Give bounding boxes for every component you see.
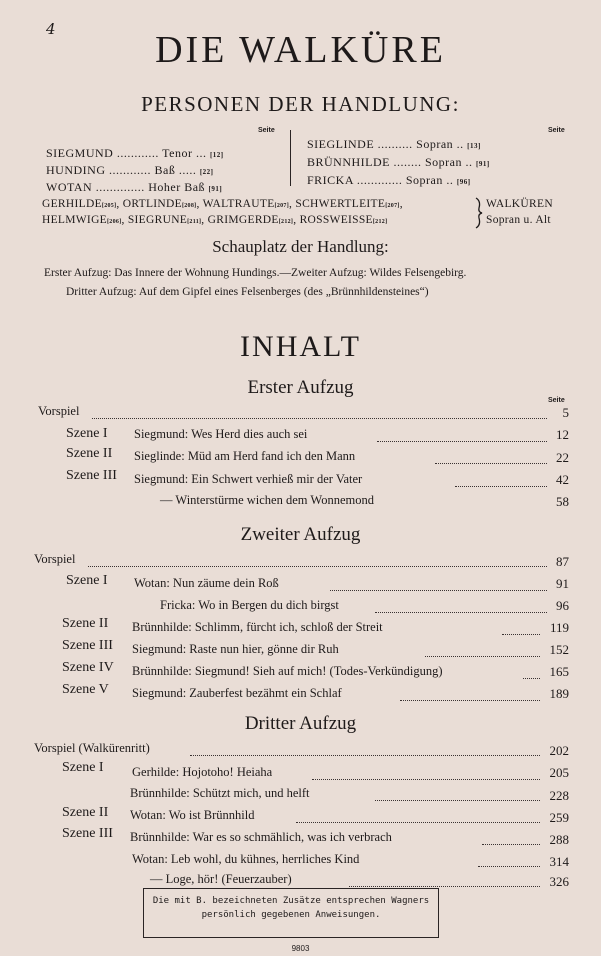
walkuere-name: WALTRAUTE (202, 198, 275, 210)
toc-leader (88, 566, 547, 567)
contents-heading: INHALT (240, 330, 361, 363)
toc-entry-page: 202 (549, 743, 569, 758)
toc-entry-text: Sieglinde: Müd am Herd fand ich den Mann (134, 449, 356, 463)
cast-dots: .......... (374, 137, 417, 151)
toc-leader (482, 844, 540, 845)
toc-leader (425, 656, 540, 657)
toc-leader (502, 634, 540, 635)
opera-title: DIE WALKÜRE (155, 29, 446, 71)
cast-dots: ........ (390, 155, 425, 169)
toc-entry-page: 152 (549, 642, 569, 657)
toc-entry-text: Brünnhilde: Schützt mich, und helft (130, 786, 310, 800)
cast-divider (290, 130, 291, 186)
toc-entry-page: 87 (556, 554, 569, 569)
walkueren-line-1: GERHILDE[205], ORTLINDE[208], WALTRAUTE[207], SCHWERTLEITE[207], (42, 198, 403, 210)
walkuere-name: ROSSWEISSE (299, 214, 373, 226)
walkuere-ref: [205] (101, 203, 117, 209)
cast-ref: [91] (476, 160, 490, 168)
toc-entry-page: 119 (549, 620, 569, 635)
toc-entry-text: Fricka: Wo in Bergen du dich birgst (160, 598, 339, 612)
cast-row-sieglinde (307, 137, 481, 152)
toc-leader (455, 486, 547, 487)
cast-name: HUNDING (46, 163, 106, 177)
toc-leader (375, 800, 540, 801)
toc-entry-page: 91 (556, 576, 569, 591)
toc-leader (375, 612, 547, 613)
walkuere-ref: [211] (187, 219, 202, 225)
toc-entry-page: 326 (549, 874, 569, 889)
cast-name: BRÜNNHILDE (307, 155, 390, 169)
toc-leader (312, 779, 540, 780)
toc-entry-page: 288 (549, 832, 569, 847)
toc-entry-text: Siegmund: Raste nun hier, gönne dir Ruh (132, 642, 339, 656)
toc-entry-page: 314 (549, 854, 569, 869)
cast-name: SIEGMUND (46, 146, 114, 160)
cast-voice: Hoher Baß (148, 180, 209, 194)
walkuere-ref: [206] (107, 219, 122, 225)
toc-leader (190, 755, 540, 756)
schauplatz-heading: Schauplatz der Handlung: (212, 237, 389, 256)
walkuere-ref: [212] (372, 219, 388, 225)
toc-leader (435, 463, 547, 464)
toc-entry-text: Gerhilde: Hojotoho! Heiaha (132, 765, 273, 779)
walkuere-name: ORTLINDE (122, 198, 182, 210)
toc-entry-page: 22 (556, 450, 569, 465)
cast-ref: [12] (209, 151, 224, 159)
toc-entry-text: Wotan: Wo ist Brünnhild (130, 808, 255, 822)
toc-leader (92, 418, 547, 419)
toc-entry-text: Wotan: Leb wohl, du kühnes, herrliches Kind (132, 852, 360, 866)
cast-dots: .............. (92, 180, 149, 194)
toc-entry-szene: Szene I (66, 573, 108, 588)
schauplatz-line-2: Dritter Aufzug: Auf dem Gipfel eines Felsenberges (des „Brünnhildensteines“) (66, 286, 429, 298)
cast-voice: Tenor ... (162, 146, 210, 160)
page-number: 4 (46, 20, 56, 38)
toc-leader (349, 886, 540, 887)
cast-row-bruennhilde (307, 155, 490, 170)
cast-voice: Sopran .. (425, 155, 476, 169)
toc-entry-page: 12 (556, 427, 569, 442)
seite-label-right: Seite (548, 127, 565, 134)
toc-entry-page: 96 (556, 598, 569, 613)
toc-entry-text: Siegmund: Ein Schwert verhieß mir der Vater (134, 472, 363, 486)
cast-row-wotan (46, 180, 222, 195)
cast-row-siegmund (46, 146, 224, 161)
walkuere-name: SIEGRUNE (127, 214, 188, 226)
walkuere-name: HELMWIGE (42, 214, 107, 226)
toc-leader (330, 590, 547, 591)
toc-entry-text: Brünnhilde: War es so schmählich, was ich verbrach (130, 830, 392, 844)
note-line-2: persönlich gegebenen Anweisungen. (201, 910, 381, 920)
cast-dots: ............ (105, 163, 155, 177)
walkuere-name: GERHILDE (42, 198, 102, 210)
toc-entry-text: Siegmund: Zauberfest bezähmt ein Schlaf (132, 686, 342, 700)
schauplatz-line-1: Erster Aufzug: Das Innere der Wohnung Hundings.—Zweiter Aufzug: Wildes Felsengebirg. (44, 267, 467, 279)
toc-entry-page: 228 (549, 788, 569, 803)
cast-voice: Sopran .. (416, 137, 468, 151)
seite-label-toc: Seite (548, 397, 565, 404)
note-line-1: Die mit B. bezeichneten Zusätze entsprechen Wagners (152, 896, 430, 906)
toc-entry-page: 5 (562, 405, 569, 420)
toc-entry-szene: Szene II (62, 805, 109, 820)
toc-entry-szene: Szene II (62, 616, 109, 631)
cast-name: SIEGLINDE (307, 137, 375, 151)
toc-entry-text: Vorspiel (Walkürenritt) (34, 741, 150, 755)
cast-dots: ............ (113, 146, 163, 160)
cast-row-hunding (46, 163, 214, 178)
walkueren-group-label: WALKÜREN (486, 198, 553, 210)
toc-entry-page: 205 (549, 765, 569, 780)
walkuere-name: SCHWERTLEITE (295, 198, 386, 210)
toc-entry-szene: Szene IV (62, 660, 114, 675)
toc-leader (296, 822, 540, 823)
toc-leader (377, 441, 547, 442)
cast-row-fricka (307, 173, 471, 188)
toc-leader (523, 678, 540, 679)
walkuere-name: GRIMGERDE (207, 214, 279, 226)
footer-code: 9803 (291, 944, 310, 953)
toc-entry-szene: Szene V (62, 682, 109, 697)
cast-heading: PERSONEN DER HANDLUNG: (141, 92, 460, 116)
walkuere-ref: [212] (278, 219, 294, 225)
walkuere-ref: [207] (385, 203, 400, 209)
cast-dots: ............. (353, 173, 406, 187)
toc-entry-page: 259 (549, 810, 569, 825)
act-2-title: Zweiter Aufzug (240, 524, 361, 545)
cast-ref: [96] (456, 178, 471, 186)
toc-entry-text: Brünnhilde: Schlimm, fürcht ich, schloß der Streit (132, 620, 383, 634)
toc-entry-text: Vorspiel (38, 404, 80, 418)
toc-entry-szene: Szene III (62, 826, 113, 841)
toc-entry-text: Vorspiel (34, 552, 76, 566)
toc-entry-page: 58 (556, 494, 569, 509)
toc-entry-page: 165 (549, 664, 569, 679)
act-3-title: Dritter Aufzug (244, 713, 357, 734)
walkuere-ref: [208] (181, 203, 197, 209)
cast-voice: Sopran .. (405, 173, 457, 187)
toc-entry-page: 189 (549, 686, 569, 701)
toc-entry-szene: Szene III (62, 638, 113, 653)
toc-entry-page: 42 (556, 472, 569, 487)
toc-leader (478, 866, 540, 867)
walkueren-line-2: HELMWIGE[206], SIEGRUNE[211], GRIMGERDE[212], ROSSWEISSE[212] (42, 214, 388, 226)
toc-entry-text: Wotan: Nun zäume dein Roß (134, 576, 279, 590)
walkueren-voice: Sopran u. Alt (486, 214, 551, 226)
toc-entry-text: — Winterstürme wichen dem Wonnemond (160, 493, 374, 507)
cast-name: WOTAN (46, 180, 93, 194)
cast-name: FRICKA (307, 173, 354, 187)
toc-entry-szene: Szene II (66, 446, 113, 461)
toc-entry-text: Brünnhilde: Siegmund! Sieh auf mich! (Todes-Verkündigung) (132, 664, 443, 678)
cast-ref: [91] (208, 185, 223, 193)
cast-ref: [13] (467, 142, 481, 150)
toc-entry-szene: Szene III (66, 468, 117, 483)
seite-label-left: Seite (258, 127, 275, 134)
toc-leader (400, 700, 540, 701)
cast-ref: [22] (199, 168, 214, 176)
toc-entry-szene: Szene I (66, 426, 108, 441)
act-1-title: Erster Aufzug (247, 377, 354, 398)
cast-voice: Baß ..... (154, 163, 200, 177)
toc-entry-text: — Loge, hör! (Feuerzauber) (150, 872, 292, 886)
walkuere-ref: [207] (274, 203, 290, 209)
toc-entry-szene: Szene I (62, 760, 104, 775)
brace-icon (474, 197, 484, 229)
toc-entry-text: Siegmund: Wes Herd dies auch sei (134, 427, 308, 441)
